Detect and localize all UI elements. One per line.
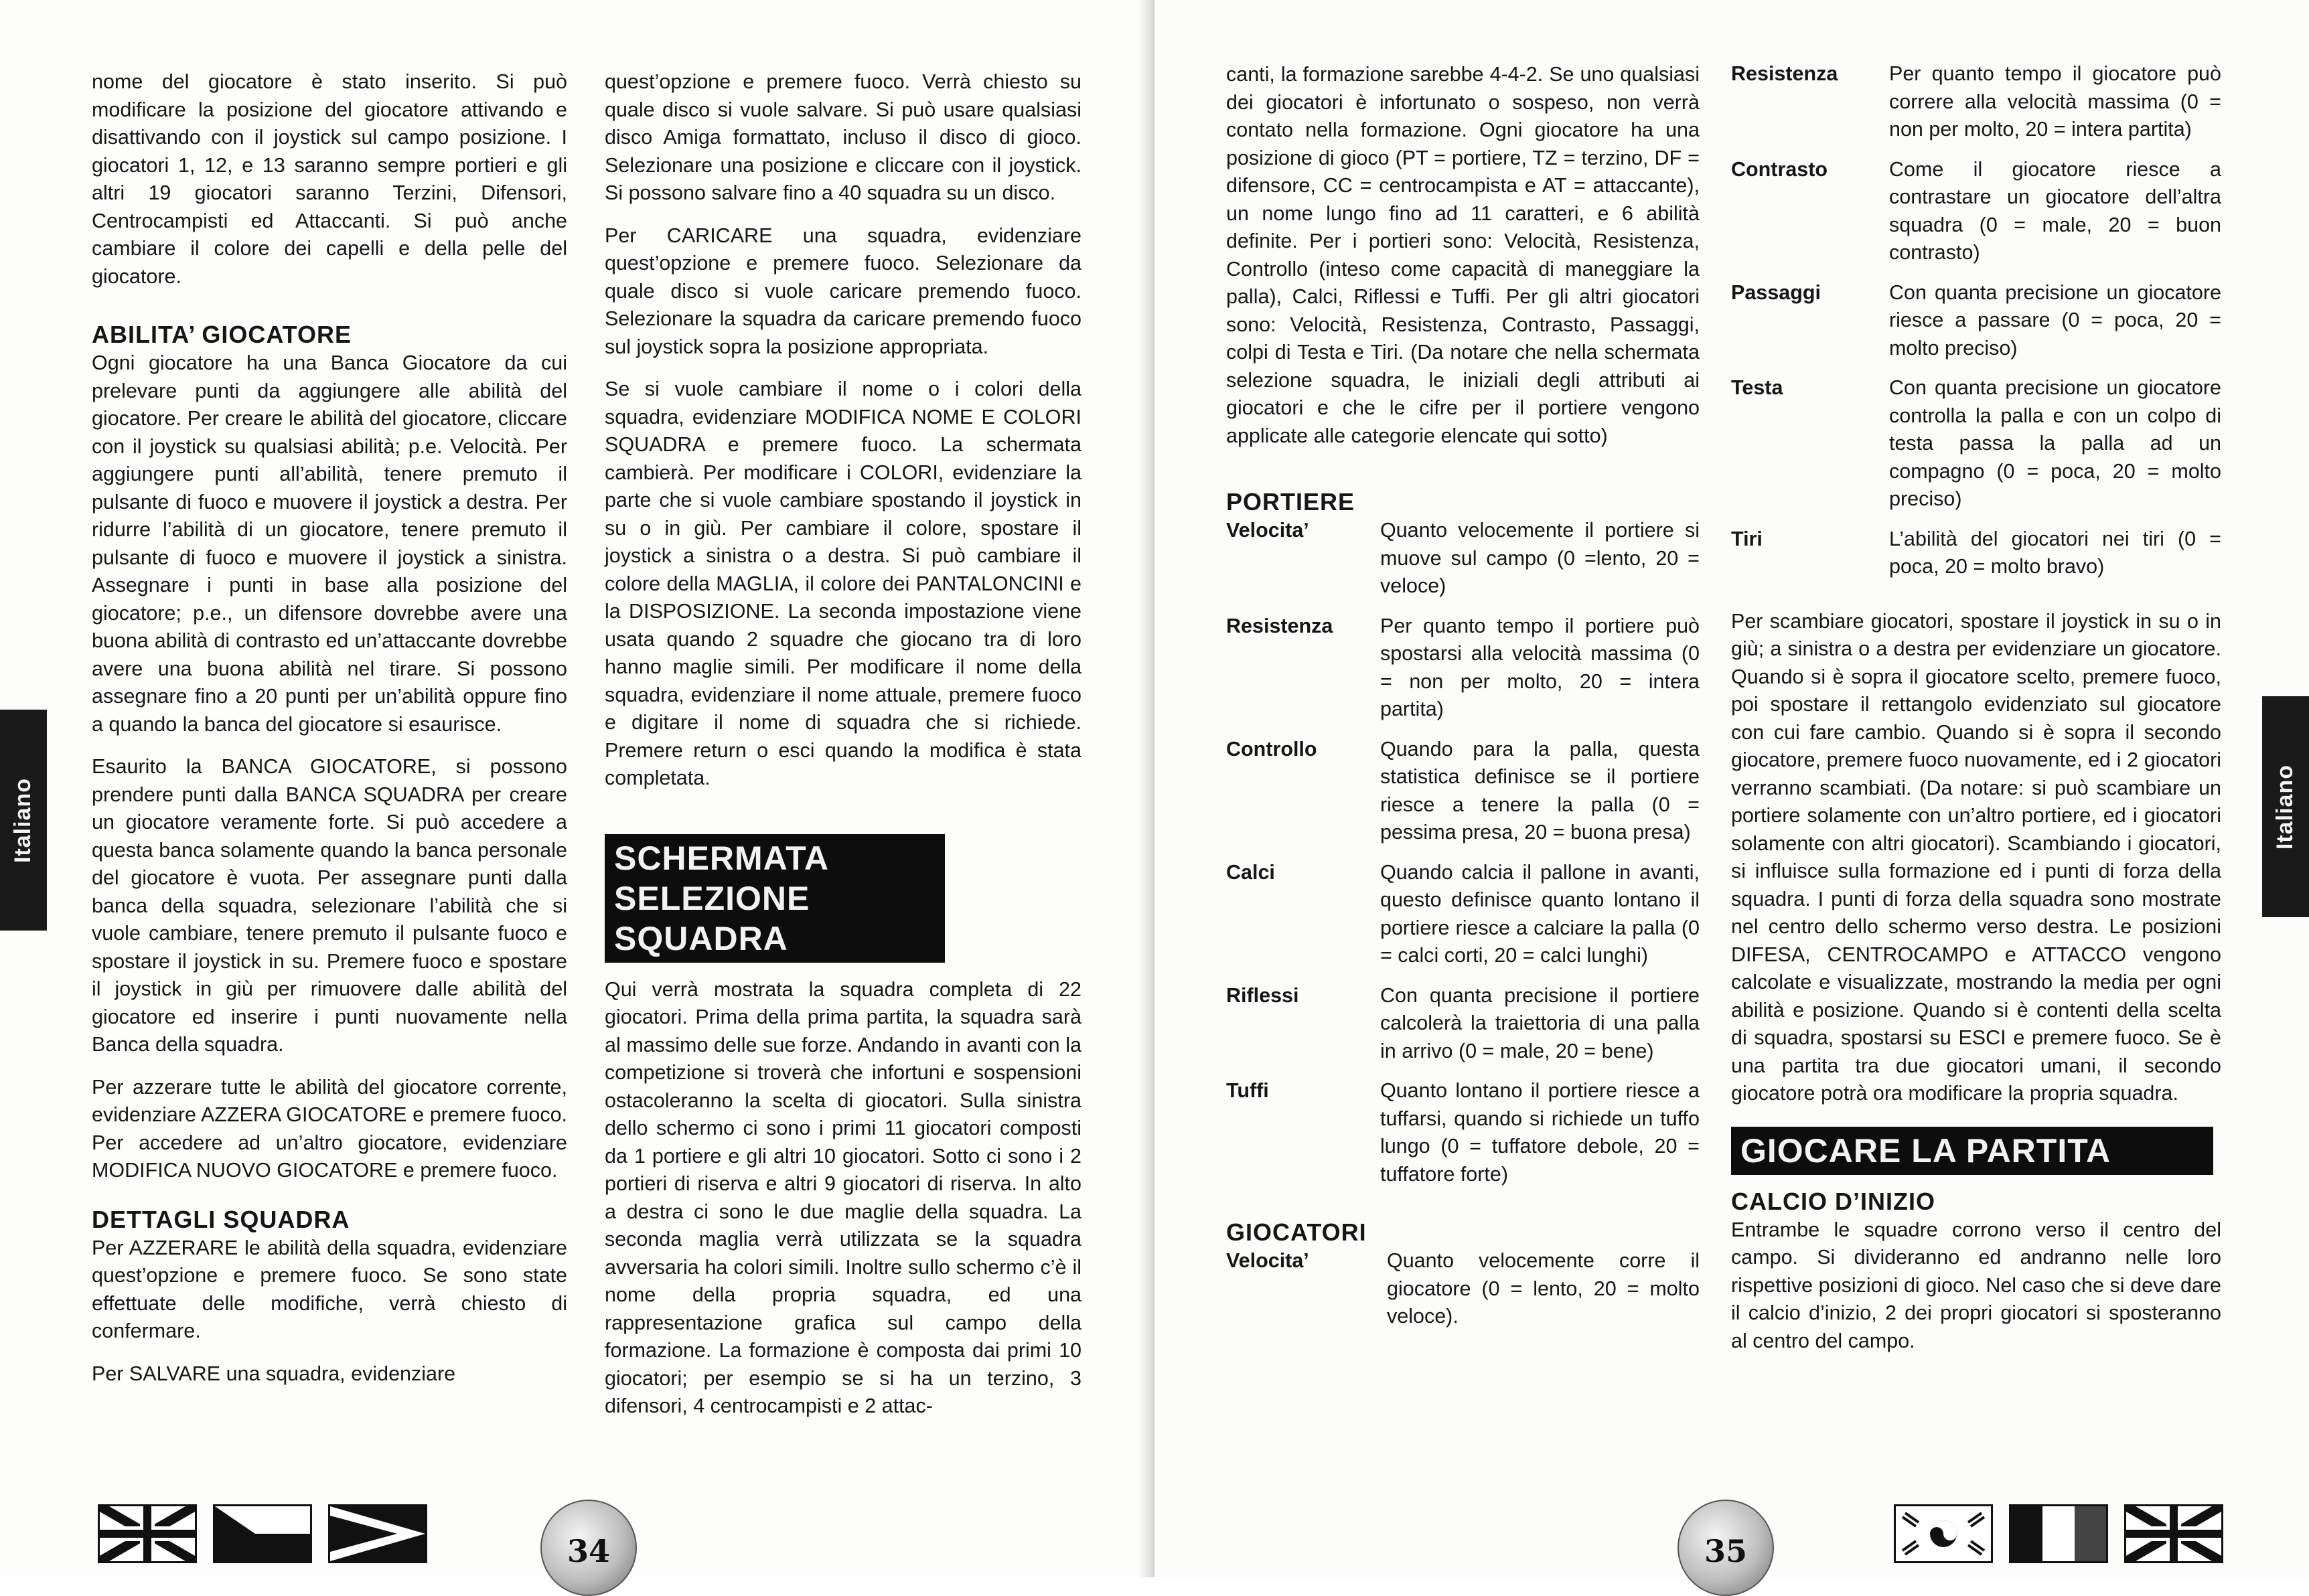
left-column-2 bbox=[605, 68, 1082, 1421]
paragraph: Ogni giocatore ha una Banca Giocatore da cui prelevare punti da aggiungere alle abilità del giocatore. Per creare le abilità del giocatore, cliccare con il joystick su qualsiasi abilità; p.e. Velocità. Per aggiungere punti all’abilità, tenere premuto il pulsante di fuoco e muovere il joystick a destra. Per ridurre l’abilità di un giocatore, tenere premuto il pulsante di fuoco e muovere il joystick a sinistra. Assegnare i punti in base alla posizione del giocatore; p.e., un difensore dovrebbe avere una buona abilità di contrasto ed un’attaccante dovrebbe avere una buona abilità nel tirare. Si possono assegnare fino a 20 punti per un’abilità oppure fino a quando la banca del giocatore si esaurisce. bbox=[92, 351, 567, 736]
page-number: 34 bbox=[567, 1533, 610, 1569]
paragraph: canti, la formazione sarebbe 4-4-2. Se uno qualsiasi dei giocatori è infortunato o sospeso, non verrà contato nella formazione. Ogni giocatore ha una posizione di gioco (PT = portiere, TZ = terzino, DF = difensore, CC = centrocampista e AT = attaccante), un nome lungo fino ad 11 caratteri, e 6 abilità definite. Per i portieri sono: Velocità, Resistenza, Controllo (inteso come capacità di maneggiare la palla), Calci, Riflessi e Tuffi. Per gli altri giocatori sono: Velocità, Resistenza, Contrasto, Passaggi, colpi di Testa e Tiri. (Da notare che nella schermata selezione squadra, le iniziali degli attributi ai giocatori e che le cifre per il portiere vengono applicate alle categorie elencate qui sotto) bbox=[1226, 63, 1700, 447]
paragraph: Entrambe le squadre corrono verso il centro del campo. Si divideranno ed andranno nelle loro rispettive posizioni di gioco. Nel caso che si deve dare il calcio d’inizio, 2 dei propri giocatori si sposteranno al centro del campo. bbox=[1731, 1218, 2221, 1352]
definition-text: Con quanta precisione un giocatore controlla la palla e con un colpo di testa passa la palla ad un compagno (0 = poca, 20 = molto preciso) bbox=[1889, 376, 2221, 510]
definition-row bbox=[1731, 526, 2221, 581]
banner-giocare-la-partita: GIOCARE LA PARTITA bbox=[1731, 1127, 2213, 1175]
definition-term: Riflessi bbox=[1226, 983, 1299, 1007]
left-column-1 bbox=[92, 68, 567, 1388]
definition-term: Contrasto bbox=[1731, 157, 1828, 181]
paragraph: Esaurito la BANCA GIOCATORE, si possono prendere punti dalla BANCA SQUADRA per creare un giocatore veramente forte. Si può accedere a questa banca solamente quando la banca personale del giocatore è vuota. Per assegnare punti dalla banca della squadra, selezionare l’abilità che si vuole cambiare, tenere premuto il pulsante fuoco e spostare il joystick in su. Premere fuoco e spostare il joystick in giù per rimuovere dalle abilità del giocatore ed inserire i punti nuovamente nella Banca della squadra. bbox=[92, 755, 567, 1056]
korea-flag-icon bbox=[1894, 1504, 1993, 1563]
definition-row bbox=[1226, 613, 1700, 736]
heading-giocatori: GIOCATORI bbox=[1226, 1218, 1367, 1246]
language-tab-label: Italiano bbox=[10, 777, 36, 863]
giocatori-definitions bbox=[1226, 1247, 1700, 1331]
definition-text: Con quanta precisione il portiere calcolerà la traiettoria di una palla in arrivo (0 = male, 20 = bene) bbox=[1380, 983, 1700, 1062]
paragraph: quest’opzione e premere fuoco. Verrà chiesto su quale disco si vuole salvare. Si può usare qualsiasi disco Amiga formattato, incluso il disco di gioco. Selezionare una posizione e cliccare con il joystick. Si possono salvare fino a 40 squadra su un disco. bbox=[605, 70, 1082, 204]
definition-text: Come il giocatore riesce a contrastare un giocatore dell’altra squadra (0 = male, 20 = buon contrasto) bbox=[1889, 157, 2221, 264]
definition-term: Controllo bbox=[1226, 737, 1317, 761]
heading-calcio-d-inizio: CALCIO D’INIZIO bbox=[1731, 1187, 1935, 1215]
paragraph: Per AZZERARE le abilità della squadra, evidenziare quest’opzione e premere fuoco. Se sono state effettuate delle modifiche, verrà chiesto di confermare. bbox=[92, 1236, 567, 1342]
heading-abilita-giocatore: ABILITA’ GIOCATORE bbox=[92, 321, 352, 348]
uk-flag-icon bbox=[2124, 1504, 2223, 1563]
left-page bbox=[0, 0, 1154, 1577]
czech-flag-icon bbox=[213, 1504, 312, 1563]
definition-text: Quanto lontano il portiere riesce a tuffarsi, quando si richiede un tuffo lungo (0 = tuffatore debole, 20 = tuffatore forte) bbox=[1380, 1079, 1700, 1186]
definition-term: Tiri bbox=[1731, 527, 1763, 550]
definition-text: Quanto velocemente il portiere si muove sul campo (0 =lento, 20 = veloce) bbox=[1380, 519, 1700, 597]
paragraph: Per CARICARE una squadra, evidenziare quest’opzione e premere fuoco. Selezionare da quale disco si vuole caricare premendo fuoco. Selezionare la squadra da caricare premendo fuoco sul joystick sopra la posizione appropriata. bbox=[605, 224, 1082, 358]
language-tab-label: Italiano bbox=[2272, 764, 2298, 850]
definition-term: Velocita’ bbox=[1226, 519, 1309, 542]
giocatori-definitions-continued bbox=[1731, 60, 2221, 581]
definition-term: Passaggi bbox=[1731, 281, 1821, 304]
page-number: 35 bbox=[1704, 1533, 1747, 1569]
definition-term: Resistenza bbox=[1226, 614, 1333, 637]
banner-schermata-selezione-squadra: SCHERMATA SELEZIONE SQUADRA bbox=[605, 834, 945, 963]
definition-row bbox=[1226, 1247, 1700, 1331]
definition-term: Velocita’ bbox=[1226, 1249, 1309, 1272]
soccer-ball-icon bbox=[1678, 1500, 1774, 1596]
definition-text: Con quanta precisione un giocatore riesce a passare (0 = poca, 20 = molto preciso) bbox=[1889, 281, 2221, 360]
paragraph: Qui verrà mostrata la squadra completa di 22 giocatori. Prima della prima partita, la squadra sarà al massimo delle sue forze. Andando in avanti con la competizione si troverà che infortuni e sospensioni ostacoleranno la scelta di giocatori. Sulla sinistra dello schermo ci sono i primi 11 giocatori composti da 1 portiere e gli altri 10 giocatori. Sotto ci sono i 2 portieri di riserva e altri 9 giocatori di riserva. In alto a destra ci sono le due maglie della squadra. La seconda maglia verrà utilizzata se la squadra avversaria ha colori simili. Inoltre sullo schermo c’è il nome della propria squadra, ed una rappresentazione grafica sul campo della formazione. La formazione è composta dai primi 10 giocatori; per esempio se si ha un terzino, 3 difensori, 4 centrocampisti e 2 attac- bbox=[605, 977, 1082, 1417]
definition-term: Tuffi bbox=[1226, 1079, 1269, 1102]
portiere-definitions bbox=[1226, 517, 1700, 1188]
soccer-ball-icon bbox=[540, 1500, 637, 1596]
language-tab-left bbox=[0, 710, 47, 931]
tricolor-flag-icon bbox=[2009, 1504, 2108, 1563]
definition-text: Quando para la palla, questa statistica definisce se il portiere riesce a tenere la palla (0 = pessima presa, 20 = buona presa) bbox=[1380, 737, 1700, 844]
definition-text: Per quanto tempo il portiere può spostarsi alla velocità massima (0 = non per molto, 20 = intera partita) bbox=[1380, 614, 1700, 720]
definition-row bbox=[1731, 279, 2221, 375]
definition-term: Calci bbox=[1226, 860, 1275, 884]
right-column-1 bbox=[1226, 61, 1700, 1331]
definition-row bbox=[1226, 859, 1700, 982]
right-column-2 bbox=[1731, 60, 2221, 1355]
definition-term: Resistenza bbox=[1731, 62, 1838, 85]
definition-row bbox=[1226, 517, 1700, 613]
heading-dettagli-squadra: DETTAGLI SQUADRA bbox=[92, 1205, 350, 1233]
paragraph: Per SALVARE una squadra, evidenziare bbox=[92, 1362, 456, 1385]
paragraph: Per scambiare giocatori, spostare il joystick in su o in giù; a sinistra o a destra per evidenziare un giocatore. Quando si è sopra il giocatore scelto, premere fuoco, poi spostare il rettangolo evidenziato sul giocatore con cui fare cambio. Quando si è sopra il secondo giocatore, premere fuoco nuovamente, ed i 2 giocatori verranno scambiati. (Da notare: si può scambiare un portiere solamente con un’altro portiere, ed i giocatori solamente con altri giocatori). Scambiando i giocatori, si influisce sulla formazione ed i punti di forza della squadra. I punti di forza della squadra sono mostrate nel centro dello schermo verso destra. Le posizioni DIFESA, CENTROCAMPO e ATTACCO vengono calcolate e visualizzate, mostrando la media per ogni abilità e posizione. Quando si è contenti della scelta di squadra, spostarsi su ESCI e premere fuoco. Se è una partita tra due giocatori umani, il secondo giocatore potrà ora modificare la propria squadra. bbox=[1731, 609, 2221, 1105]
paragraph: Per azzerare tutte le abilità del giocatore corrente, evidenziare AZZERA GIOCATORE e premere fuoco. Per accedere ad un’altro giocatore, evidenziare MODIFICA NUOVO GIOCATORE e premere fuoco. bbox=[92, 1075, 567, 1182]
definition-text: Quando calcia il pallone in avanti, questo definisce quanto lontano il portiere riesce a calciare la palla (0 = calci corti, 20 = calci lunghi) bbox=[1380, 860, 1700, 967]
paragraph: Se si vuole cambiare il nome o i colori della squadra, evidenziare MODIFICA NOME E COLORI SQUADRA e premere fuoco. La schermata cambierà. Per modificare i COLORI, evidenziare la parte che si vuole cambiare spostando il joystick in su o in giù. Per cambiare il colore, spostare il joystick a sinistra o a destra. Si può cambiare il colore della MAGLIA, il colore dei PANTALONCINI e la DISPOSIZIONE. La seconda impostazione viene usata quando 2 squadre che giocano tra di loro hanno maglie simili. Per modificare il nome della squadra, evidenziare il nome attuale, premere fuoco e digitare il nome di squadra che si richiede. Premere return o esci quando la modifica è stata completata. bbox=[605, 378, 1082, 789]
language-tab-right bbox=[2262, 696, 2309, 917]
definition-row bbox=[1731, 60, 2221, 156]
definition-row bbox=[1226, 1077, 1700, 1188]
definition-text: Quanto velocemente corre il giocatore (0 = lento, 20 = molto veloce). bbox=[1387, 1249, 1700, 1328]
definition-text: Per quanto tempo il giocatore può correre alla velocità massima (0 = non per molto, 20 = intera partita) bbox=[1889, 62, 2221, 141]
heading-portiere: PORTIERE bbox=[1226, 488, 1355, 515]
uk-flag-icon bbox=[98, 1504, 197, 1563]
paragraph: nome del giocatore è stato inserito. Si può modificare la posizione del giocatore attivando e disattivando con il joystick sul campo posizione. I giocatori 1, 12, e 13 saranno sempre portieri e gli altri 19 giocatori saranno Terzini, Difensori, Centrocampisti ed Attaccanti. Si può anche cambiare il colore dei capelli e della pelle del giocatore. bbox=[92, 70, 567, 288]
definition-row bbox=[1731, 374, 2221, 526]
definition-row bbox=[1731, 156, 2221, 279]
right-page bbox=[1154, 0, 2309, 1577]
definition-row bbox=[1226, 982, 1700, 1078]
definition-text: L’abilità del giocatori nei tiri (0 = poca, 20 = molto bravo) bbox=[1889, 527, 2221, 578]
definition-row bbox=[1226, 736, 1700, 859]
play-arrow-flag-icon bbox=[328, 1504, 427, 1563]
definition-term: Testa bbox=[1731, 376, 1783, 399]
